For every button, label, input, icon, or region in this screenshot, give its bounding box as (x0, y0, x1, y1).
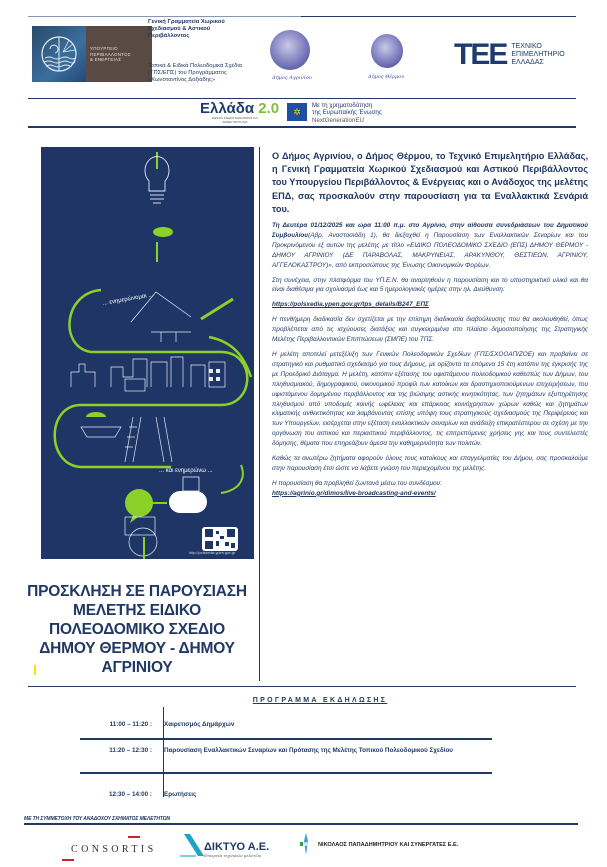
diktyo-logo (180, 834, 269, 858)
tee-name-line: ΤΕΧΝΙΚΟ (511, 43, 542, 50)
qr-code-icon (202, 527, 238, 551)
nikolaos-logo-icon (300, 833, 312, 855)
yellow-marker (34, 665, 36, 675)
header-top-rule-accent (301, 16, 576, 17)
eu-text-line: της Ευρωπαϊκής Ένωσης (312, 109, 382, 117)
diktyo-text (204, 841, 269, 858)
ellada-number: 2.0 (258, 100, 280, 117)
secretariat-name: Γενική Γραμματεία Χωρικού Σχεδιασμού & Αστικού Περιβάλλοντος (148, 19, 225, 39)
thermo-seal-caption: Δήμος Θέρμου (368, 74, 405, 80)
consortium-note: ΜΕ ΤΗ ΣΥΜΜΕΤΟΧΗ ΤΟΥ ΑΝΑΔΟΧΟΥ ΣΧΗΜΑΤΟΣ ΜΕΛΕΤΗΤΩΝ (24, 816, 171, 822)
nikolaos-company-name: ΝΙΚΟΛΑΟΣ ΠΑΠΑΔΗΜΗΤΡΙΟΥ ΚΑΙ ΣΥΝΕΡΓΑΤΕΣ Ε.Ε. (318, 842, 459, 848)
ministry-name (86, 26, 152, 82)
programme-name: Τοπικά & Ειδικά Πολεοδομικά Σχέδια (ΤΠΣ/ΕΠΣ) του Προγράμματος «Κωνσταντίνος Δοξιάδης» (148, 63, 243, 83)
poster-phrase-2: ... και ενημερώνω ... (159, 468, 213, 474)
ellada-subtitle: ΕΘΝΙΚΟ ΣΧΕΔΙΟ ΑΝΑΚΑΜΨΗΣ ΚΑΙ ΑΝΘΕΚΤΙΚΟΤΗΤΑΣ (212, 116, 258, 124)
programme-row (80, 746, 492, 755)
eu-flag-icon: ✲ (287, 103, 307, 121)
event-details-text: (Αβρ. Αναστασιάδη 1), θα διεξαχθεί η Παρουσίαση των Εναλλακτικών Σεναρίων και του Προκρινόμενου εξ αυτών της μελέτης με τίτλο «ΕΙΔΙΚΟ ΠΟΛΕΟΔΟΜΙΚΟ ΣΧΕΔΙΟ (ΕΠΣ) ΔΗΜΟΥ ΘΕΡΜΟΥ - ΔΗΜΟΥ ΑΓΡΙΝΙΟΥ (ΔΕ ΠΑΡΑΒΟΛΑΣ, ΜΑΚΡΥΝΕΙΑΣ, ΑΡΑΚΥΝΘΟΥ, ΘΕΣΤΙΕΩΝ, ΑΓΡΙΝΙΟΥ, ΑΓΓΕΛΟΚΑΣΤΡΟΥ)», από εκπροσώπους της Ένωσης Οικονομικών Φορέων. (272, 231, 588, 269)
ellada-word: Ελλάδα (200, 100, 255, 117)
column-divider (259, 147, 260, 681)
diktyo-name: ΔΙΚΤΥΟ Α.Ε. (204, 841, 270, 853)
footer-rule (24, 823, 578, 825)
ellada-2-0-logo (200, 101, 279, 124)
diktyo-mark-icon (180, 834, 204, 858)
ministry-logo (32, 26, 152, 82)
ministry-name-line: ΥΠΟΥΡΓΕΙΟ (90, 46, 118, 51)
consortis-accent (62, 859, 74, 861)
programme-top-rule (28, 686, 576, 687)
platform-paragraph: Στη συνέχεια, στην πλατφόρμα του ΥΠ.Ε.Ν. θα αναρτηθούν η παρουσίαση και το υποστηρικτικό υλικό και θα είναι διαθέσιμα για σχολιασμό έως και 5 ημερολογιακές ημέρες στην ηλ. Διεύθυνση: (272, 276, 588, 294)
header-top-rule (28, 16, 301, 17)
programme-description: Παρουσίαση Εναλλακτικών Σεναρίων και Πρότασης της Μελέτης Τοπικού Πολεοδομικού Σχεδίου (164, 747, 453, 754)
tee-mark: TEE (454, 38, 507, 71)
ellada-wordmark (200, 101, 279, 117)
tee-name-line: ΕΛΛΑΔΑΣ (511, 59, 544, 66)
tee-logo (454, 40, 565, 70)
programme-description: Ερωτήσεις (164, 791, 197, 798)
programme-row-divider (80, 772, 492, 774)
page-title: ΠΡΟΣΚΛΗΣΗ ΣΕ ΠΑΡΟΥΣΙΑΣΗ ΜΕΛΕΤΗΣ ΕΙΔΙΚΟ ΠΟΛΕΟΔΟΜΙΚΟ ΣΧΕΔΙΟ ΔΗΜΟΥ ΘΕΡΜΟΥ - ΔΗΜΟΥ ΑΓΡΙΝΙΟΥ (27, 583, 247, 676)
study-description-paragraph: Η μελέτη αποτελεί μετεξέλιξη των Γενικών Πολεοδομικών Σχεδίων (ΓΠΣ/ΣΧΟΟΑΠ/ΖΟΕ) και προβαίνει σε στρατηγικό και ρυθμιστικό σχεδιασμό για τους Δήμους, με ορίζοντα τα επόμενα 15 έτη κατόπιν της έγκρισής της με Προεδρικό Διάταγμα. Η μελέτη, κατόπιν εξέτασης του υφιστάμενου πολεοδομικού καθεστώς των Δήμων, του πληθυσμιακού, δημογραφικού, οικονομικού προφίλ των κατοίκων και δραστηριοποιούμενων επιχειρήσεων, του υφιστάμενου δομημένου περιβάλλοντος και της βιώσιμης αστικής κινητικότητας, των ζητημάτων εξυπηρέτησης πληθυσμού από υποδομές κοινής ωφέλειας και επάρκειας κοινόχρηστων χώρων καθώς και ζητημάτων κλιματικής ανθεκτικότητας και λαμβάνοντας επίσης υπόψη τους στρατηγικούς σχεδιασμούς της Περιφέρειας και των Υπουργείων, εισέρχεται στην εξέταση εναλλακτικών σεναρίων και ανάδειξη επικρατέστερου σε σχέση με την οργάνωση του αστικού και περιαστικού περιβάλλοντος, τις επιτρεπόμενες χρήσεις γης και τους συντελεστές δόμησης, θέματα που επηρεάζουν άμεσα την καθημερινότητα των πολιτών. (272, 350, 588, 448)
eu-nextgen-label: NextGenerationEU (312, 116, 364, 124)
programme-time: 11:00 – 11:20 : (109, 721, 152, 728)
tee-name (511, 43, 564, 67)
consultation-paragraph: Η πενθήμερη διαδικασία δεν σχετίζεται με την επίσημη διαδικασία διαβούλευσης που θα ακολουθηθεί, όπως προβλέπεται από τις ισχύουσες διατάξεις και συγκεκριμένα στο πλαίσιο δημοσιοποίησης της Στρατηγικής Μελέτης Περιβαλλοντικών Επιπτώσεων (ΣΜΠΕ) του ΤΠΣ. (272, 316, 588, 344)
diktyo-subtitle: Εταιρεία τεχνικών μελετών (204, 853, 262, 858)
programme-row (80, 790, 492, 799)
eu-funding-text (312, 102, 382, 124)
programme-description: Χαιρετισμός Δημάρχων (164, 721, 235, 728)
live-stream-link[interactable]: https://agrinio.gr/dimos/live-broadcasting-and-events/ (272, 489, 436, 497)
programme-title: ΠΡΟΓΡΑΜΜΑ ΕΚΔΗΛΩΣΗΣ (252, 697, 388, 704)
programme-row-divider (80, 738, 492, 740)
tee-name-line: ΕΠΙΜΕΛΗΤΗΡΙΟ (511, 51, 565, 58)
consortis-logo: CONSORTIS (71, 844, 157, 855)
ministry-name-line: & ΕΝΕΡΓΕΙΑΣ (90, 57, 122, 62)
programme-time: 11:20 – 12:30 : (109, 747, 152, 754)
thermo-seal-icon (371, 34, 403, 68)
invitation-body (272, 150, 588, 504)
polsxedia-link[interactable]: https://polsxedia.ypen.gov.gr/tps_details/B247_ΕΠΣ (272, 301, 429, 309)
programme-row (80, 720, 492, 729)
agrinio-seal-caption: Δήμος Αγρινίου (272, 75, 312, 81)
consortis-accent (128, 836, 140, 838)
header-middle-rule (28, 98, 576, 99)
invitation-paragraph: Καθώς τα ανωτέρω ζητήματα αφορούν όλους τους κατοίκους και επαγγελματίες του Δήμου, σας προσκαλούμε στην παρουσίαση έτσι ώστε να λάβετε γνώση του περιεχομένου της μελέτης. (272, 455, 588, 472)
poster-phrase-1: ... ενημερώνομαι ... (102, 292, 154, 307)
poster-illustration (41, 147, 254, 559)
ministry-emblem-icon (32, 26, 86, 82)
ministry-name-line: ΠΕΡΙΒΑΛΛΟΝΤΟΣ (90, 51, 131, 57)
event-date-location: Τη Δευτέρα 01/12/2025 και ώρα 11:00 π.μ. στο Αγρίνιο, στην αίθουσα συνεδριάσεων του Δημοτικού Συμβουλίου (272, 222, 588, 239)
header-bottom-rule (28, 126, 576, 128)
agrinio-seal-icon (270, 30, 310, 70)
event-details-paragraph (272, 221, 588, 271)
intro-paragraph: Ο Δήμος Αγρινίου, ο Δήμος Θέρμου, το Τεχνικό Επιμελητήριο Ελλάδας, η Γενική Γραμματεία Χωρικού Σχεδιασμού και Αστικού Περιβάλλοντος του Υπουργείου Περιβάλλοντος & Ενέργειας και ο Ανάδοχος της μελέτης ΕΠΔ, σας προσκαλούν στην παρουσίαση για τα Εναλλακτικά Σενάριά του. (272, 151, 588, 214)
poster-url: http://polsxedia.ypen.gov.gr (189, 551, 236, 555)
eu-text-line: Με τη χρηματοδότηση (312, 102, 373, 109)
live-stream-paragraph: Η παρουσίαση θα προβληθεί ζωντανά μέσω του συνδέσμου: (272, 479, 442, 487)
programme-time: 12:30 – 14:00 : (108, 791, 152, 798)
